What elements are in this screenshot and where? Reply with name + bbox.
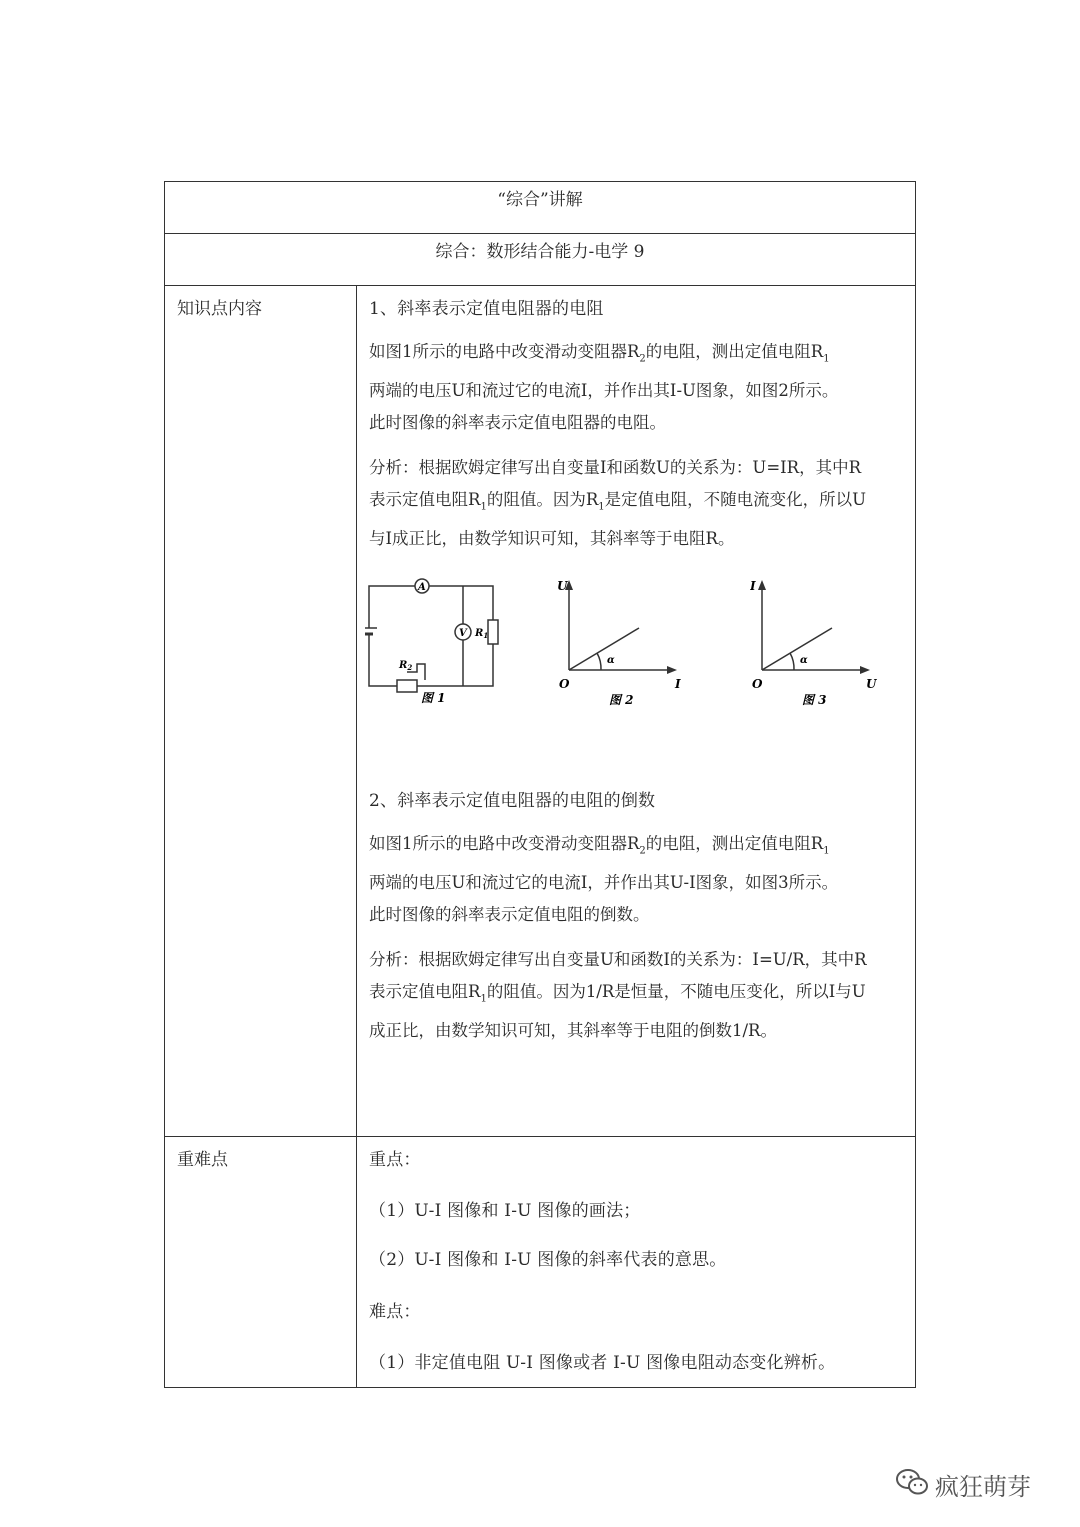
subscript: 1 (480, 993, 487, 1005)
origin-label: O (559, 677, 570, 691)
section2-title: 2、斜率表示定值电阻器的电阻的倒数 (369, 791, 656, 811)
subscript: 1 (823, 845, 830, 857)
section1-title: 1、斜率表示定值电阻器的电阻 (369, 299, 604, 319)
text: 的阻值。因为R (486, 490, 599, 509)
subscript: 1 (598, 501, 605, 513)
key-point-2: （2）U-I 图像和 I-U 图像的斜率代表的意思。 (369, 1250, 727, 1270)
text: 此时图像的斜率表示定值电阻的倒数。 (369, 905, 650, 925)
text: 此时图像的斜率表示定值电阻器的电阻。 (369, 413, 666, 433)
rheostat-r2 (397, 680, 417, 692)
subscript: 1 (823, 353, 830, 365)
data-line (569, 628, 639, 670)
lesson-table (164, 181, 916, 1388)
knowledge-label: 知识点内容 (165, 286, 357, 1136)
angle-arc (597, 653, 601, 670)
text: 分析：根据欧姆定律写出自变量I和函数U的关系为：U=IR，其中R (369, 458, 862, 477)
origin-label: O (752, 677, 763, 691)
r2-letter: R (399, 660, 408, 671)
r2-subscript: 2 (407, 663, 413, 672)
watermark-text: 疯狂萌芽 (935, 1473, 1031, 1501)
text: 如图1所示的电路中改变滑动变阻器R (369, 342, 640, 361)
text: 的电阻，测出定值电阻R (645, 834, 824, 853)
fig2-graph (557, 574, 697, 709)
page-title: “综合”讲解 (497, 190, 583, 210)
text: 表示定值电阻R (369, 490, 481, 509)
page-subtitle: 综合：数形结合能力-电学 9 (435, 242, 645, 262)
y-axis-label: U (557, 579, 568, 593)
difficulty-row (165, 1137, 915, 1387)
knowledge-row (165, 286, 915, 1137)
text: 与I成正比，由数学知识可知，其斜率等于电阻R。 (369, 529, 735, 549)
section1-analysis (369, 452, 866, 555)
x-axis-arrow (667, 666, 677, 674)
text: 成正比，由数学知识可知，其斜率等于电阻的倒数1/R。 (369, 1021, 777, 1041)
wechat-icon (895, 1468, 929, 1502)
data-line (762, 628, 832, 670)
subscript: 2 (639, 353, 646, 365)
hard-point-1: （1）非定值电阻 U-I 图像或者 I-U 图像电阻动态变化辨析。 (369, 1353, 836, 1373)
text: 分析：根据欧姆定律写出自变量U和函数I的关系为：I=U/R，其中R (369, 950, 867, 969)
ammeter-label: A (418, 582, 426, 593)
text: 表示定值电阻R (369, 982, 481, 1001)
text: 是定值电阻，不随电流变化，所以U (604, 490, 867, 509)
y-axis-arrow (758, 580, 766, 590)
difficulty-content (357, 1137, 915, 1387)
subscript: 2 (639, 845, 646, 857)
resistor-r1 (488, 620, 498, 644)
y-axis-label: I (750, 579, 756, 593)
subscript: 1 (480, 501, 487, 513)
title-row (165, 182, 915, 234)
x-axis-label: U (866, 677, 877, 691)
fig3-caption: 图 3 (802, 693, 827, 707)
r1-letter: R (475, 628, 484, 639)
text: 如图1所示的电路中改变滑动变阻器R (369, 834, 640, 853)
knowledge-content (357, 286, 915, 1136)
watermark (895, 1467, 1031, 1502)
circuit-diagram (365, 576, 505, 706)
subtitle-row (165, 234, 915, 286)
fig3-graph (750, 574, 890, 709)
text: 两端的电压U和流过它的电流I，并作出其I-U图象，如图2所示。 (369, 381, 839, 401)
voltmeter-label: V (459, 628, 467, 639)
text: 两端的电压U和流过它的电流I，并作出其U-I图象，如图3所示。 (369, 873, 839, 893)
x-axis-arrow (860, 666, 870, 674)
angle-label: α (800, 655, 808, 666)
hard-heading: 难点： (369, 1302, 421, 1322)
key-point-1: （1）U-I 图像和 I-U 图像的画法； (369, 1201, 641, 1221)
section2-analysis (369, 944, 867, 1047)
fig2-caption: 图 2 (609, 693, 634, 707)
x-axis-label: I (675, 677, 681, 691)
wire (369, 641, 397, 686)
difficulty-label: 重难点 (165, 1137, 357, 1387)
r1-label (474, 628, 488, 640)
text: 的电阻，测出定值电阻R (645, 342, 824, 361)
wire (369, 586, 415, 606)
key-heading: 重点： (369, 1150, 421, 1170)
r1-subscript: 1 (483, 631, 489, 640)
angle-arc (790, 653, 794, 670)
r2-label (398, 660, 412, 672)
angle-label: α (607, 655, 615, 666)
section1-paragraph1 (369, 336, 838, 439)
section2-paragraph1 (369, 828, 838, 931)
text: 的阻值。因为1/R是恒量，不随电压变化，所以I与U (486, 982, 866, 1001)
fig1-caption: 图 1 (421, 691, 446, 705)
